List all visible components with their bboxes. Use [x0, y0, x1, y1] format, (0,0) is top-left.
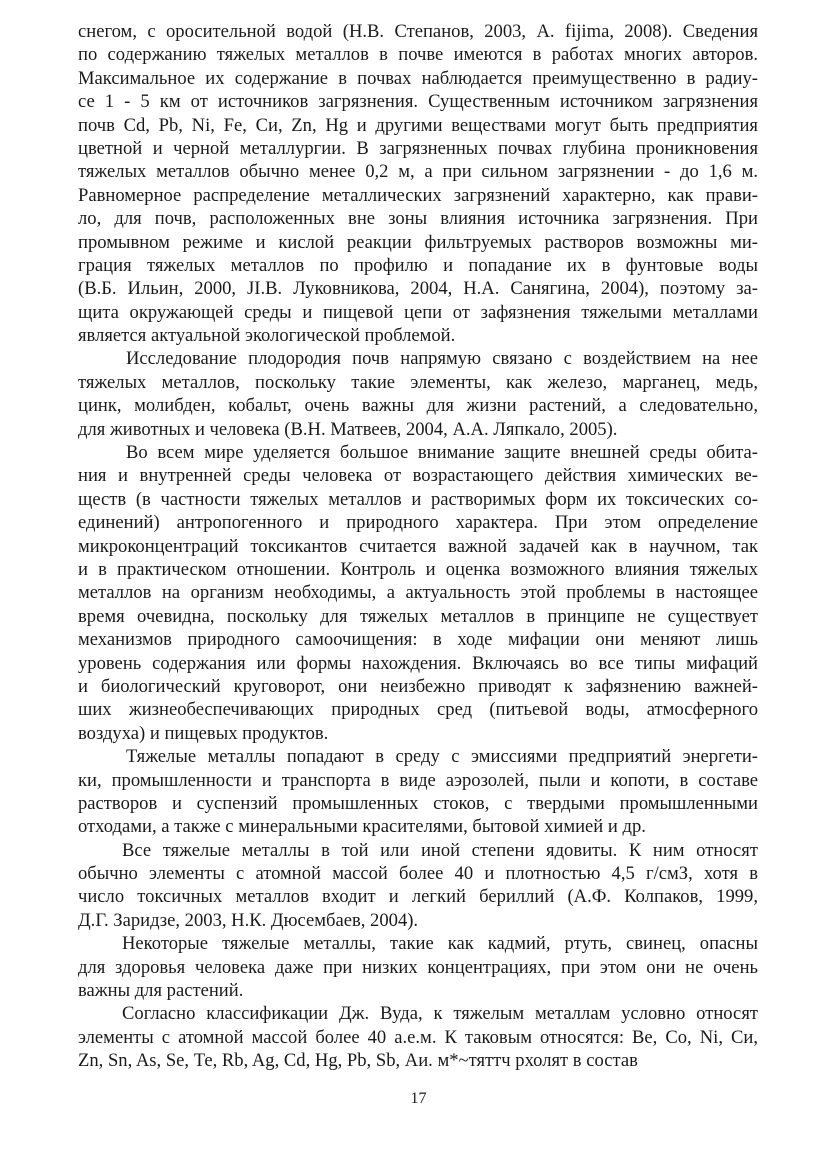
text-line: Д.Г. Заридзе, 2003, Н.К. Дюсембаев, 2004). — [78, 909, 419, 931]
text-line: Во всем мире уделяется большое внимание защите внешней среды обита- — [126, 442, 758, 464]
text-line: число токсичных металлов входит и легкий бериллий (А.Ф. Колпаков, 1999, — [78, 886, 758, 908]
text-line: и биологический круговорот, они неизбежно приводят к зафязнению важней- — [78, 675, 758, 697]
paragraph-2 — [78, 347, 758, 441]
text-line: по содержанию тяжелых металлов в почве имеются в работах многих авторов. — [78, 44, 758, 66]
text-line: промывном режиме и кислой реакции фильтруемых растворов возможны ми- — [78, 231, 758, 253]
text-line: время очевидна, поскольку для тяжелых металлов в принципе не существует — [78, 605, 758, 627]
document-body — [78, 20, 758, 1073]
text-line: элементы с атомной массой более 40 а.е.м. К таковым относятся: Be, Co, Ni, Си, — [78, 1026, 758, 1048]
paragraph-4 — [78, 745, 758, 839]
paragraph-6 — [78, 932, 758, 1002]
text-line: металлов на организм необходимы, а актуальность этой проблемы в настоящее — [78, 582, 758, 604]
text-line: для здоровья человека даже при низких концентрациях, при этом они не очень — [78, 956, 758, 978]
text-line: ществ (в частности тяжелых металлов и растворимых форм их токсических со- — [78, 488, 758, 510]
text-line: уровень содержания или формы нахождения. Включаясь во все типы мифаций — [78, 652, 758, 674]
text-line: механизмов природного самоочищения: в ходе мифации они меняют лишь — [78, 629, 758, 651]
text-line: щита окружающей среды и пищевой цепи от зафязнения тяжелыми металлами — [78, 301, 758, 323]
text-line: для животных и человека (В.Н. Матвеев, 2004, А.А. Ляпкало, 2005). — [78, 418, 618, 440]
page-number: 17 — [410, 1090, 427, 1107]
text-line: Исследование плодородия почв напрямую связано с воздействием на нее — [126, 348, 758, 370]
text-line: Максимальное их содержание в почвах наблюдается преимущественно в радиу- — [78, 67, 758, 89]
paragraph-3 — [78, 441, 758, 745]
text-line: тяжелых металлов, поскольку такие элементы, как железо, марганец, медь, — [78, 371, 758, 393]
text-line: Некоторые тяжелые металлы, такие как кадмий, ртуть, свинец, опасны — [122, 933, 758, 955]
text-line: и в практическом отношении. Контроль и оценка возможного влияния тяжелых — [78, 558, 758, 580]
text-line: ло, для почв, расположенных вне зоны влияния источника загрязнения. При — [78, 208, 758, 230]
text-line: воздуха) и пищевых продуктов. — [78, 722, 329, 744]
text-line: ки, промышленности и транспорта в виде аэрозолей, пыли и копоти, в составе — [78, 769, 758, 791]
text-line: тяжелых металлов обычно менее 0,2 м, а при сильном загрязнении - до 1,6 м. — [78, 161, 758, 183]
text-line: ших жизнеобеспечивающих природных сред (питьевой воды, атмосферного — [78, 699, 758, 721]
text-line: Все тяжелые металлы в той или иной степени ядовиты. К ним относят — [122, 839, 758, 861]
text-line: цветной и черной металлургии. В загрязненных почвах глубина проникновения — [78, 137, 758, 159]
text-line: ния и внутренней среды человека от возрастающего действия химических ве- — [78, 465, 758, 487]
text-line: обычно элементы с атомной массой более 40 и плотностью 4,5 г/смЗ, хотя в — [78, 863, 758, 885]
text-line: Равномерное распределение металлических загрязнений характерно, как прави- — [78, 184, 758, 206]
text-line: (В.Б. Ильин, 2000, JI.В. Луковникова, 2004, Н.А. Санягина, 2004), поэтому за- — [78, 278, 758, 300]
text-line: Тяжелые металлы попадают в среду с эмиссиями предприятий энергети- — [126, 746, 758, 768]
paragraph-5 — [78, 839, 758, 933]
text-line: цинк, молибден, кобальт, очень важны для жизни растений, а следовательно, — [78, 395, 758, 417]
text-line: се 1 - 5 км от источников загрязнения. Существенным источником загрязнения — [78, 91, 758, 113]
text-line: микроконцентраций токсикантов считается важной задачей как в научном, так — [78, 535, 758, 557]
text-line: почв Cd, Pb, Ni, Fe, Си, Zn, Hg и другими веществами могут быть предприятия — [78, 114, 758, 136]
paragraph-7 — [78, 1002, 758, 1072]
text-line: грация тяжелых металлов по профилю и попадание их в фунтовые воды — [78, 254, 758, 276]
text-line: важны для растений. — [78, 980, 244, 1002]
text-line: Согласно классификации Дж. Вуда, к тяжелым металлам условно относят — [122, 1003, 758, 1025]
text-line: является актуальной экологической проблемой. — [78, 325, 456, 347]
text-line: растворов и суспензий промышленных стоков, с твердыми промышленными — [78, 792, 758, 814]
text-line: Zn, Sn, As, Se, Те, Rb, Ag, Cd, Hg, Pb, Sb, Аи. м*~тяттч рхолят в состав — [78, 1050, 638, 1072]
paragraph-1 — [78, 20, 758, 347]
text-line: отходами, а также с минеральными красителями, бытовой химией и др. — [78, 816, 646, 838]
text-line: снегом, с оросительной водой (Н.В. Степанов, 2003, A. fijima, 2008). Сведения — [78, 21, 758, 42]
text-line: единений) антропогенного и природного характера. При этом определение — [78, 512, 758, 534]
